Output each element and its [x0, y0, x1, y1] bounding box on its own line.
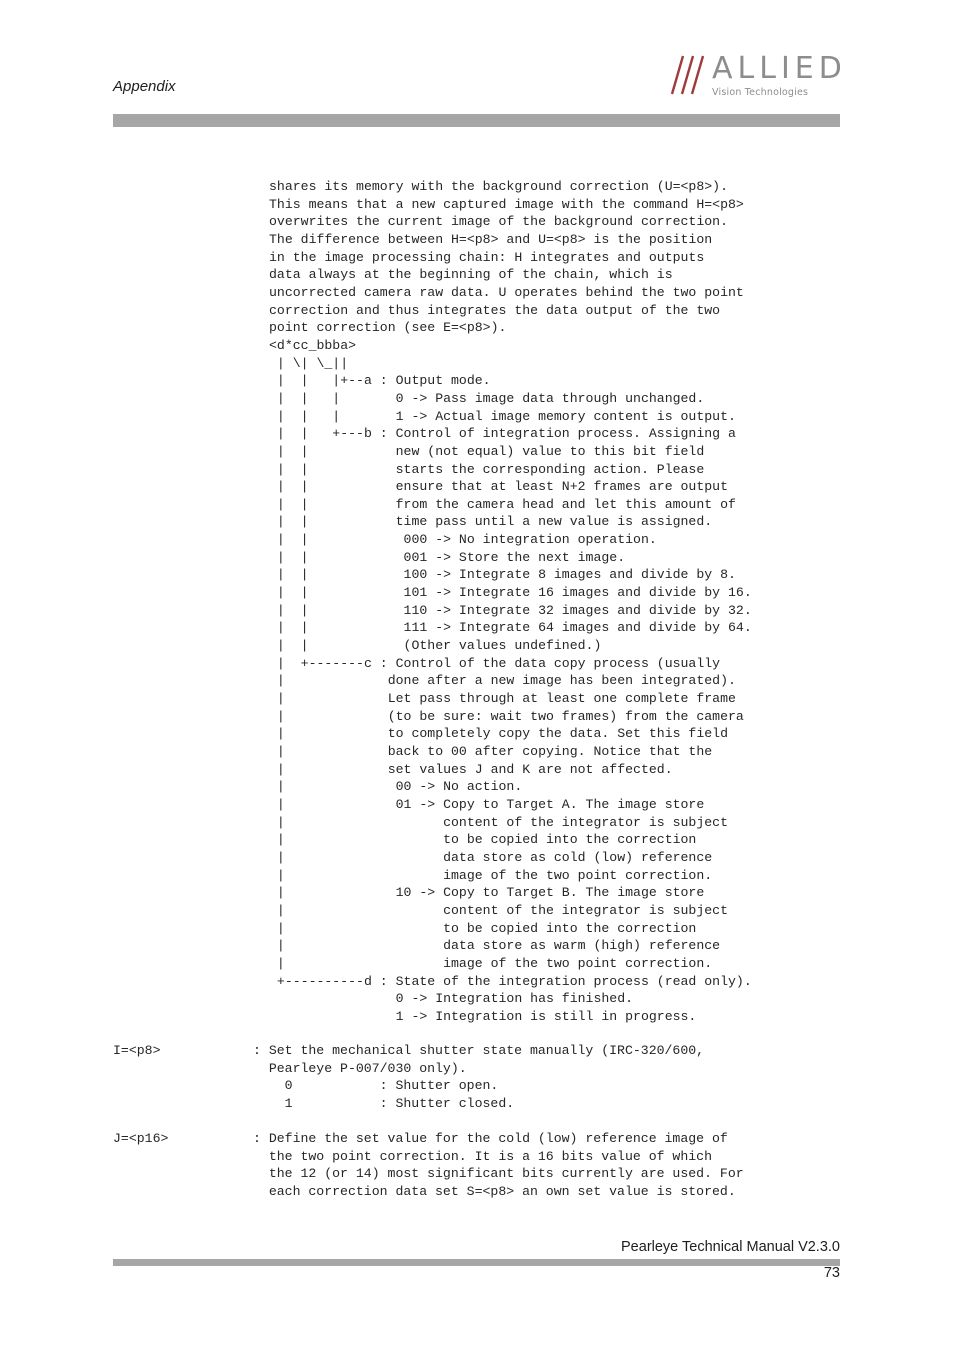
header-rule — [113, 114, 840, 127]
param-key-i: I=<p8> — [113, 1043, 161, 1058]
logo-tagline: Vision Technologies — [712, 87, 809, 98]
company-logo — [666, 51, 847, 100]
param-key-j: J=<p16> — [113, 1131, 169, 1146]
param-desc-i: : Set the mechanical shutter state manually (IRC-320/600, Pearleye P-007/030 only). 0 : Shutter open. 1 : Shutter closed. — [253, 1043, 705, 1111]
logo-wordmark: ALLIED — [712, 51, 847, 86]
footer-rule — [113, 1259, 840, 1266]
page-number: 73 — [823, 1265, 840, 1281]
param-desc-j: : Define the set value for the cold (low) reference image of the two point correction. It is a 16 bits value of which the 12 (or 14) most significant bits currently are used. For each correction data set S=<p8> an own set value is stored. — [253, 1131, 744, 1199]
parameter-bitfield-description: shares its memory with the background correction (U=<p8>). This means that a new captured image with the command H=<p8> overwrites the current image of the background correction. The difference between H=<p8> and U=<p8> is the position in the image processing chain: H integrates and outputs data always at the beginning of the chain, which is uncorrected camera raw data. U operates behind the two point correction and thus integrates the data output of the two point correction (see E=<p8>). <d*cc_bbba> | \| \_|| | | |+--a : Output mode. | | | 0 -> Pass image data through unchanged. | | | 1 -> Actual image memory content is output. | | +---b : Control of integration process. Assigning a | | new (not equal) value to this bit field | | starts the corresponding action. Please | | ensure that at least N+2 frames are output | | from the camera head and let this amount of | | time pass until a new value is assigned. | | 000 -> No integration operation. | | 001 -> Store the next image. | | 100 -> Integrate 8 images and divide by 8. | | 101 -> Integrate 16 images and divide by 16. | | 110 -> Integrate 32 images and divide by 32. | | 111 -> Integrate 64 images and divide by 64. | | (Other values undefined.) | +-------c : Control of the data copy process (usually | done after a new image has been integrated). | Let pass through at least one complete frame | (to be sure: wait two frames) from the camera | to completely copy the data. Set this field | back to 00 after copying. Notice that the | set values J and K are not affected. | 00 -> No action. | 01 -> Copy to Target A. The image store | content of the integrator is subject | to be copied into the correction | data store as cold (low) reference | image of the two point correction. | 10 -> Copy to Target B. The image store | content of the integrator is subject | to be copied into the correction | data store as warm (high) reference | image of the two point correction. +----------d : State of the integration process (read only). 0 -> Integration has finished. 1 -> Integration is still in progress. — [269, 179, 752, 1024]
footer-manual-title: Pearleye Technical Manual V2.3.0 — [621, 1239, 840, 1255]
section-title: Appendix — [113, 78, 176, 95]
logo-slashes-icon — [666, 54, 712, 100]
